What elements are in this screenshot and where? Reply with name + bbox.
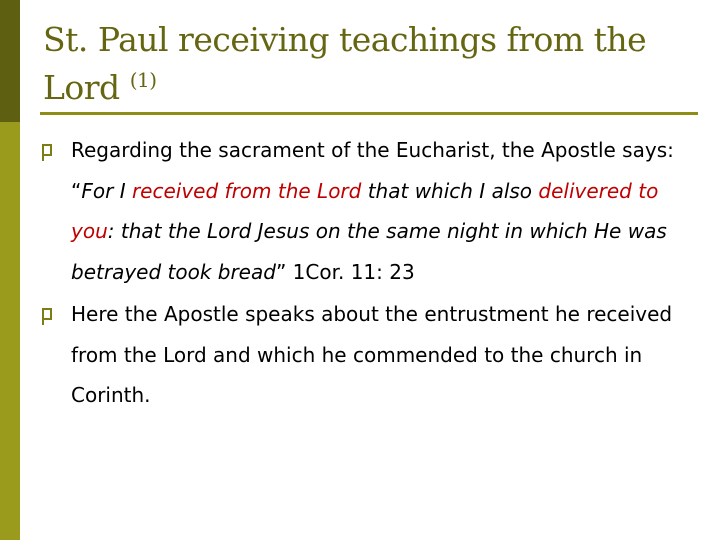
square-bullet-icon — [42, 308, 52, 320]
quote-part-2: that which I also — [361, 178, 539, 203]
quote-highlight-delivered: delivered to you — [71, 178, 659, 243]
bullet-lead-text: Regarding the sacrament of the Eucharist, the Apostle says: “ — [71, 138, 674, 203]
title-divider — [40, 112, 698, 115]
bullet-item-eucharist — [40, 130, 680, 292]
bullet-item-entrustment — [40, 294, 680, 416]
quote-highlight-received: received from the Lord — [131, 178, 362, 203]
slide-title — [43, 16, 683, 112]
quote-part-1: For I — [81, 178, 132, 203]
slide-title-superscript: (1) — [129, 68, 157, 92]
square-bullet-icon — [42, 144, 52, 156]
quote-part-3: : that the Lord Jesus on the same night in which He was betrayed took bread — [71, 219, 667, 284]
left-accent-bar-top — [0, 0, 20, 122]
bullet-list — [40, 130, 680, 416]
bullet-text: Here the Apostle speaks about the entrustment he received from the Lord and which he commended to the church in Corinth. — [71, 302, 673, 407]
slide-title-text: St. Paul receiving teachings from the Lord — [43, 20, 647, 107]
bible-reference: ” 1Cor. 11: 23 — [275, 259, 415, 284]
